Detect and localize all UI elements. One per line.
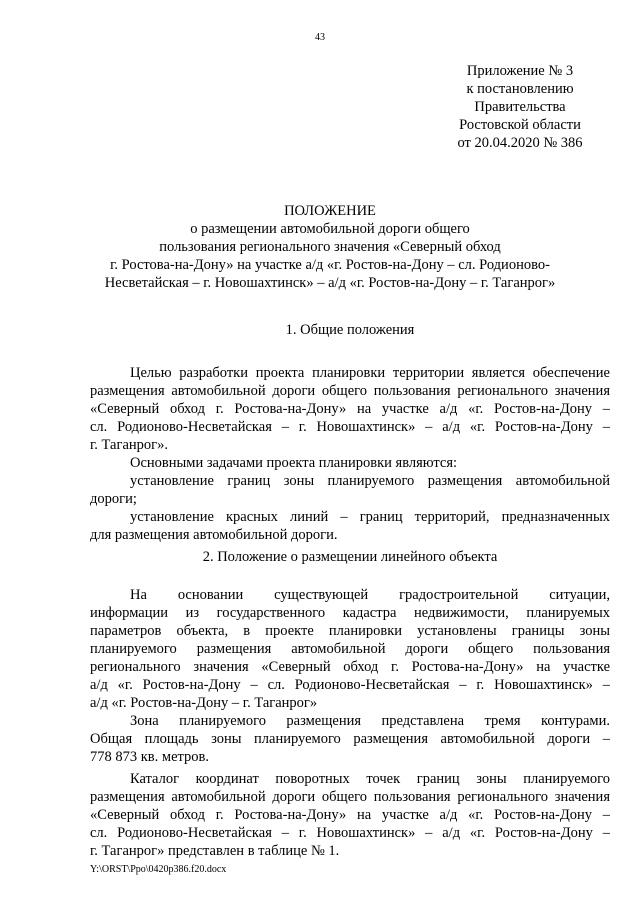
paragraph-line: «Северный обход г. Ростова-на-Дону» на участке а/д «г. Ростов-на-Дону – [90, 807, 610, 823]
section-1-heading: 1. Общие положения [285, 322, 415, 338]
file-path-footer: Y:\ORST\Ppo\0420p386.f20.docx [90, 864, 227, 875]
paragraph-line: для размещения автомобильной дороги. [90, 527, 338, 543]
section-2-heading: 2. Положение о размещении линейного объекта [202, 549, 498, 565]
document-title [80, 202, 580, 292]
title-line: пользования регионального значения «Северный обход [159, 239, 501, 255]
appendix-line: Ростовской области [459, 117, 581, 133]
paragraph-line: размещения автомобильной дороги общего пользования регионального значения [90, 789, 610, 805]
paragraph-line: сл. Родионово-Несветайская – г. Новошахтинск» – а/д «г. Ростов-на-Дону – [90, 825, 610, 841]
paragraph-line: информации из государственного кадастра недвижимости, планируемых [90, 605, 610, 621]
paragraph-line: параметров объекта, в проекте планировки установлены границы зоны [90, 623, 610, 639]
paragraph-line: а/д «г. Ростов-на-Дону – сл. Родионово-Несветайская – г. Новошахтинск» – [90, 677, 610, 693]
paragraph-line: регионального значения «Северный обход г. Ростова-на-Дону» на участке [90, 659, 610, 675]
paragraph-line: Общая площадь зоны планируемого размещения автомобильной дороги – [90, 731, 610, 747]
appendix-line: Приложение № 3 [466, 63, 574, 79]
paragraph-line: а/д «г. Ростов-на-Дону – г. Таганрог» [90, 695, 318, 711]
appendix-line: Правительства [474, 99, 566, 115]
paragraph-line: 778 873 кв. метров. [90, 749, 209, 765]
paragraph-line: Каталог координат поворотных точек границ зоны планируемого [130, 771, 610, 787]
paragraph-line: Зона планируемого размещения представлена тремя контурами. [130, 713, 610, 729]
paragraph-line: установление красных линий – границ территорий, предназначенных [130, 509, 610, 525]
appendix-block [440, 62, 600, 152]
title-line: о размещении автомобильной дороги общего [190, 221, 470, 237]
paragraph-line: установление границ зоны планируемого размещения автомобильной [130, 473, 610, 489]
paragraph-line: Целью разработки проекта планировки территории является обеспечение [130, 365, 610, 381]
title-line: г. Ростова-на-Дону» на участке а/д «г. Ростов-на-Дону – сл. Родионово- [110, 257, 550, 273]
title-line: Несветайская – г. Новошахтинск» – а/д «г. Ростов-на-Дону – г. Таганрог» [104, 275, 556, 291]
paragraph-line: г. Таганрог». [90, 437, 168, 453]
appendix-line: от 20.04.2020 № 386 [457, 135, 583, 151]
paragraph-line: «Северный обход г. Ростова-на-Дону» на участке а/д «г. Ростов-на-Дону – [90, 401, 610, 417]
paragraph-line: г. Таганрог» представлен в таблице № 1. [90, 843, 340, 859]
paragraph-line: Основными задачами проекта планировки являются: [130, 455, 458, 471]
page-number: 43 [315, 32, 325, 43]
paragraph-line: дороги; [90, 491, 137, 507]
paragraph-line: На основании существующей градостроительной ситуации, [130, 587, 610, 603]
paragraph-line: планируемого размещения автомобильной дороги общего пользования [90, 641, 610, 657]
paragraph-line: размещения автомобильной дороги общего пользования регионального значения [90, 383, 610, 399]
paragraph-line: сл. Родионово-Несветайская – г. Новошахтинск» – а/д «г. Ростов-на-Дону – [90, 419, 610, 435]
title-heading: ПОЛОЖЕНИЕ [284, 203, 376, 219]
appendix-line: к постановлению [466, 81, 574, 97]
